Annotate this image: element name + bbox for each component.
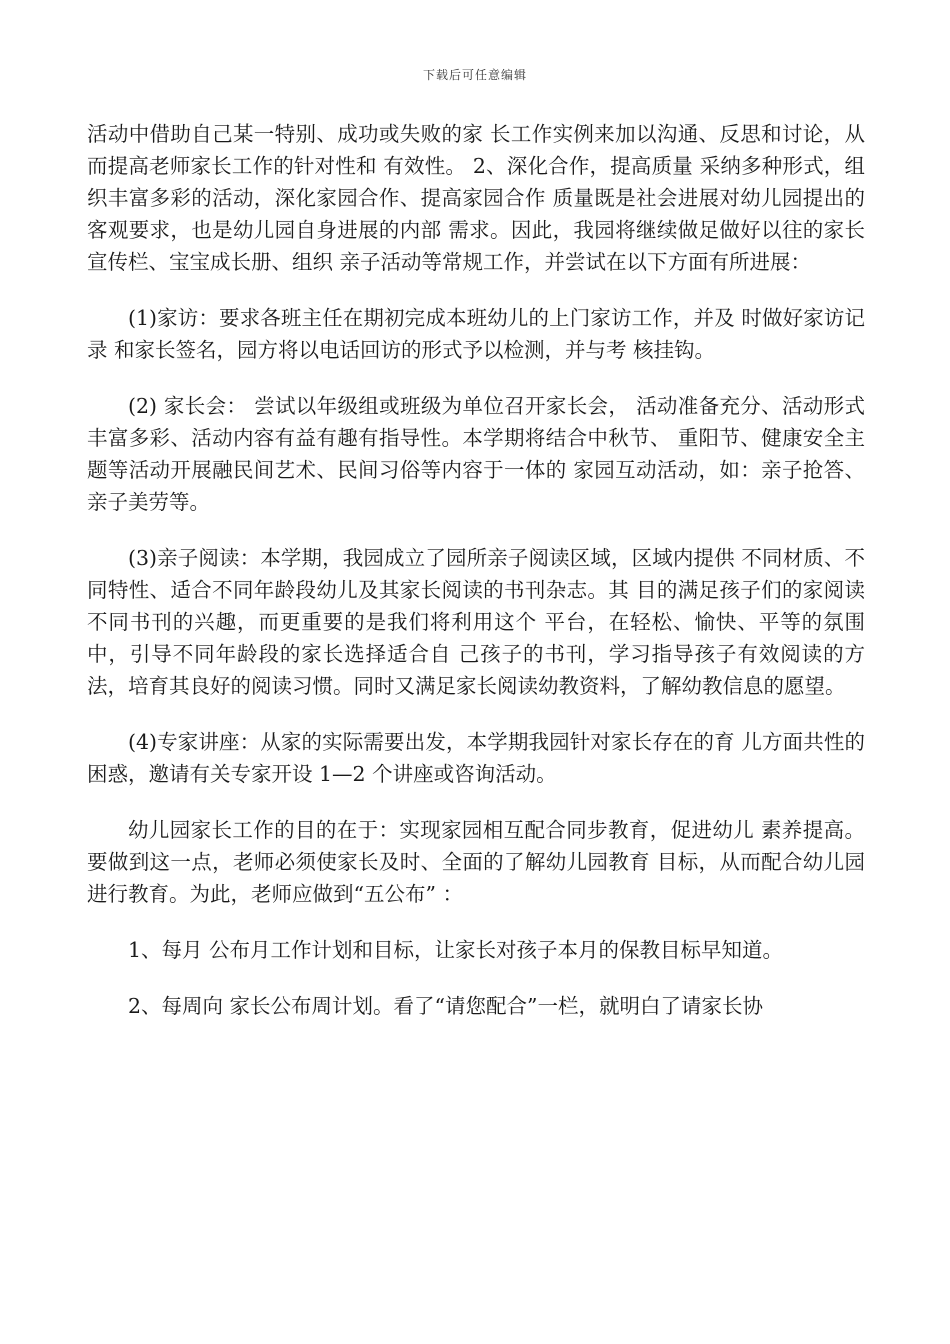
paragraph-expert-lecture: (4)专家讲座：从家的实际需要出发，本学期我园针对家长存在的育 儿方面共性的困惑，邀请有关专家开设 1—2 个讲座或咨询活动。 — [87, 730, 865, 786]
paragraph-parent-meeting: (2) 家长会： 尝试以年级组或班级为单位召开家长会， 活动准备充分、活动形式丰富多彩、活动内容有益有趣有指导性。本学期将结合中秋节、 重阳节、健康安全主题等活动开展融民间艺术、民间习俗等内容于一体的 家园互动活动，如：亲子抢答、亲子美劳等。 — [87, 394, 865, 514]
paragraph-purpose: 幼儿园家长工作的目的在于：实现家园相互配合同步教育，促进幼儿 素养提高。要做到这一点，老师必须使家长及时、全面的了解幼儿园教育 目标，从而配合幼儿园进行教育。为此，老师应做到“五公布” ： — [87, 818, 865, 906]
document-body — [87, 118, 865, 1046]
paragraph-parent-child-reading: (3)亲子阅读：本学期，我园成立了园所亲子阅读区域，区域内提供 不同材质、不同特性、适合不同年龄段幼儿及其家长阅读的书刊杂志。其 目的满足孩子们的家阅读不同书刊的兴趣，而更重要的是我们将利用这个 平台，在轻松、愉快、平等的氛围中，引导不同年龄段的家长选择适合自 己孩子的书刊，学习指导孩子有效阅读的方法，培育其良好的阅读习惯。同时又满足家长阅读幼教资料，了解幼教信息的愿望。 — [87, 546, 865, 698]
page-header-note: 下载后可任意编辑 — [422, 68, 527, 82]
paragraph-cooperation: 活动中借助自己某一特别、成功或失败的家 长工作实例来加以沟通、反思和讨论，从而提高老师家长工作的针对性和 有效性。 2、深化合作，提高质量 采纳多种形式，组织丰富多彩的活动，深化家园合作、提高家园合作 质量既是社会进展对幼儿园提出的客观要求，也是幼儿园自身进展的内部 需求。因此，我园将继续做足做好以往的家长宣传栏、宝宝成长册、组织 亲子活动等常规工作，并尝试在以下方面有所进展： — [87, 122, 865, 274]
paragraph-home-visit: (1)家访：要求各班主任在期初完成本班幼儿的上门家访工作，并及 时做好家访记录 和家长签名，园方将以电话回访的形式予以检测，并与考 核挂钩。 — [87, 306, 865, 362]
paragraph-monthly-plan: 1、每月 公布月工作计划和目标，让家长对孩子本月的保教目标早知道。 — [128, 938, 784, 962]
paragraph-weekly-plan: 2、每周向 家长公布周计划。看了“请您配合”一栏，就明白了请家长协 — [128, 994, 764, 1018]
